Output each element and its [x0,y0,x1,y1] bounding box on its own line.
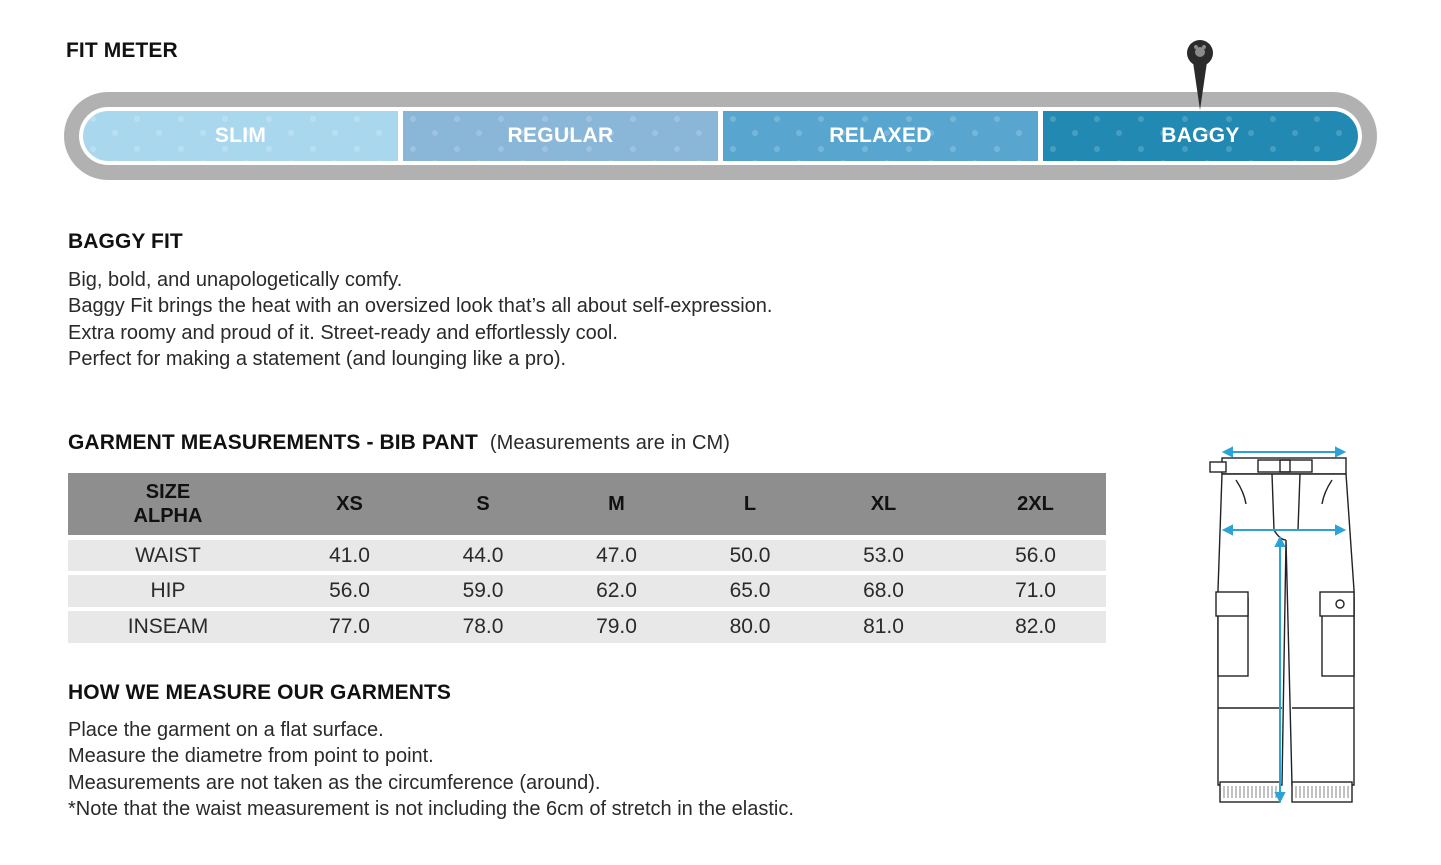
size-header: L [698,473,802,535]
table-cell: 56.0 [268,571,431,607]
fit-segment-baggy [1038,111,1358,161]
table-cell: 79.0 [535,607,698,643]
table-cell: 47.0 [535,535,698,571]
table-row [68,535,1106,571]
table-cell: 81.0 [802,607,965,643]
fit-meter-title: FIT METER [66,39,178,62]
table-cell: 82.0 [965,607,1106,643]
table-cell: 44.0 [431,535,535,571]
fit-segment-label: BAGGY [1161,124,1240,147]
fit-description-title: BAGGY FIT [68,230,183,253]
measurements-unit-note: (Measurements are in CM) [489,432,731,454]
how-to-measure-text [68,717,794,822]
table-cell: 41.0 [268,535,431,571]
fit-description-line: Big, bold, and unapologetically comfy. [68,269,403,291]
fit-segment-relaxed [718,111,1038,161]
how-to-measure-line: Place the garment on a flat surface. [68,719,384,741]
table-cell: 78.0 [431,607,535,643]
fit-description-line: Extra roomy and proud of it. Street-ready and effortlessly cool. [68,321,618,344]
fit-segment-regular [398,111,718,161]
size-header: XS [268,473,431,535]
bib-pant-diagram-icon [1200,440,1370,812]
measurements-title-text: GARMENT MEASUREMENTS - BIB PANT [68,431,478,454]
how-to-measure-line: *Note that the waist measurement is not including the 6cm of stretch in the elastic. [68,797,794,820]
table-cell: 65.0 [698,571,802,607]
table-cell: 68.0 [802,571,965,607]
fit-segment-label: SLIM [214,124,267,147]
measurements-title [68,431,730,455]
row-label: INSEAM [68,607,268,643]
fit-description-line: Perfect for making a statement (and lounging like a pro). [68,347,567,370]
table-header-row [68,473,1106,535]
table-cell: 56.0 [965,535,1106,571]
table-cell: 53.0 [802,535,965,571]
fit-description [68,267,772,372]
row-label: WAIST [68,535,268,571]
table-cell: 62.0 [535,571,698,607]
how-to-measure-line: Measurements are not taken as the circumference (around). [68,771,601,794]
size-alpha-header: SIZE ALPHA [68,473,268,535]
size-header: S [431,473,535,535]
table-cell: 71.0 [965,571,1106,607]
size-header: 2XL [965,473,1106,535]
measurements-table [68,473,1106,643]
how-to-measure-title: HOW WE MEASURE OUR GARMENTS [68,681,452,704]
table-cell: 59.0 [431,571,535,607]
table-row [68,607,1106,643]
fit-segment-label: REGULAR [507,124,614,147]
fit-description-line: Baggy Fit brings the heat with an oversized look that’s all about self-expression. [68,295,773,318]
table-cell: 77.0 [268,607,431,643]
fit-segment-slim [83,111,398,161]
size-header: M [535,473,698,535]
row-label: HIP [68,571,268,607]
fit-segment-label: RELAXED [829,124,932,147]
table-row [68,571,1106,607]
table-cell: 50.0 [698,535,802,571]
fit-pin-icon [1180,38,1220,114]
table-cell: 80.0 [698,607,802,643]
size-header: XL [802,473,965,535]
how-to-measure-line: Measure the diametre from point to point. [68,745,434,768]
